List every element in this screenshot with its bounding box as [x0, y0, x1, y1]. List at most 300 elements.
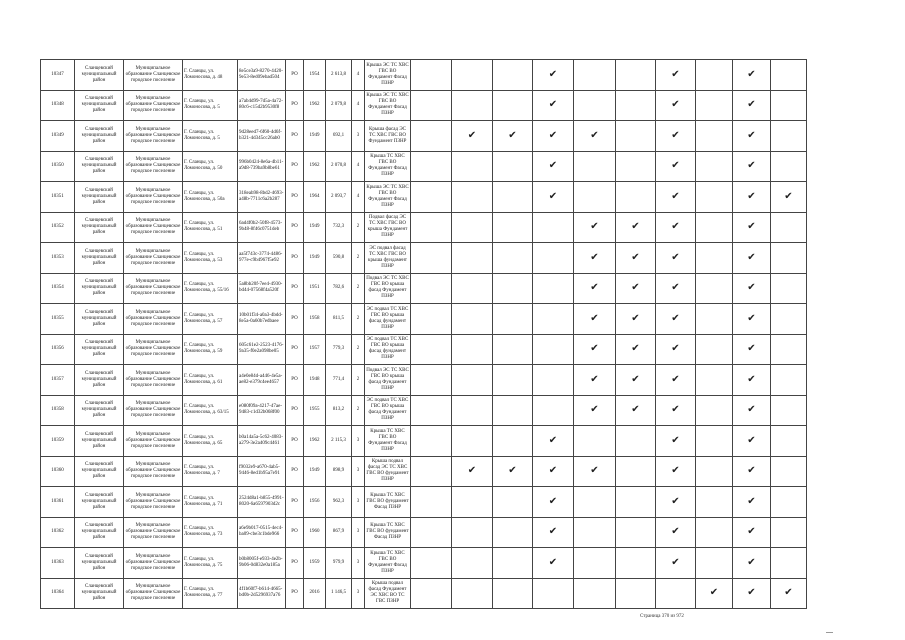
table-row [41, 426, 807, 457]
cell-id: 10354 [41, 273, 75, 304]
checkmark-icon: ✔ [733, 243, 771, 274]
cell-material: РО [286, 334, 304, 365]
cell-district: Сланцевский муниципальный район [75, 487, 124, 518]
empty-check-cell [411, 456, 452, 487]
cell-floors: 2 [352, 334, 365, 365]
checkmark-icon: ✔ [656, 60, 696, 91]
cell-guid: a6e9b017-0515-4ec4-ba09-cbe3c1bde966 [238, 517, 286, 548]
cell-id: 10357 [41, 365, 75, 396]
table-row [41, 90, 807, 121]
empty-check-cell [574, 548, 616, 579]
empty-check-cell [411, 334, 452, 365]
empty-check-cell [656, 578, 696, 609]
housing-register-table [40, 59, 807, 609]
cell-district: Сланцевский муниципальный район [75, 243, 124, 274]
checkmark-icon: ✔ [733, 182, 771, 213]
cell-material: РО [286, 578, 304, 609]
cell-year: 1964 [304, 182, 326, 213]
checkmark-icon: ✔ [616, 243, 656, 274]
empty-check-cell [616, 517, 656, 548]
cell-area: 811,5 [326, 304, 352, 335]
cell-material: РО [286, 243, 304, 274]
empty-check-cell [696, 395, 733, 426]
cell-district: Сланцевский муниципальный район [75, 151, 124, 182]
checkmark-icon: ✔ [533, 121, 574, 152]
empty-check-cell [696, 517, 733, 548]
empty-check-cell [533, 243, 574, 274]
empty-check-cell [574, 426, 616, 457]
cell-year: 1962 [304, 151, 326, 182]
cell-works: Крыша ЭС ТС ХВС ГВС ВО Фундамент Фасад ПЗНР [365, 90, 411, 121]
empty-check-cell [771, 426, 807, 457]
empty-check-cell [452, 578, 493, 609]
cell-year: 1956 [304, 487, 326, 518]
checkmark-icon: ✔ [733, 517, 771, 548]
cell-year: 1958 [304, 304, 326, 335]
checkmark-icon: ✔ [656, 182, 696, 213]
cell-address: Г. Сланцы, ул. Ломоносова, д. 61 [183, 365, 238, 396]
empty-check-cell [452, 365, 493, 396]
cell-area: 771,4 [326, 365, 352, 396]
checkmark-icon: ✔ [771, 182, 807, 213]
empty-check-cell [771, 121, 807, 152]
cell-district: Сланцевский муниципальный район [75, 395, 124, 426]
empty-check-cell [411, 273, 452, 304]
cell-works: Крыша ТС ХВС ГВС ВО Фундамент Фасад ПЗНР [365, 151, 411, 182]
cell-works: Крыша ТС ХВС ГВС ВО фундамент Фасад ПЗНР [365, 517, 411, 548]
table-row [41, 456, 807, 487]
cell-address: Г. Сланцы, ул. Ломоносова, д. 63/15 [183, 395, 238, 426]
checkmark-icon: ✔ [733, 578, 771, 609]
empty-check-cell [452, 212, 493, 243]
cell-address: Г. Сланцы, ул. Ломоносова, д. 5 [183, 90, 238, 121]
cell-district: Сланцевский муниципальный район [75, 273, 124, 304]
checkmark-icon: ✔ [574, 456, 616, 487]
cell-area: 1 146,5 [326, 578, 352, 609]
cell-district: Сланцевский муниципальный район [75, 517, 124, 548]
empty-check-cell [696, 60, 733, 91]
cell-id: 10352 [41, 212, 75, 243]
cell-material: РО [286, 304, 304, 335]
empty-check-cell [771, 365, 807, 396]
cell-guid: a4e0e84d-a446-4e5a-ae82-e379c4ee4657 [238, 365, 286, 396]
empty-check-cell [696, 365, 733, 396]
cell-settlement: Муниципальное образование Сланцевское городское поселение [124, 487, 183, 518]
empty-check-cell [452, 487, 493, 518]
empty-check-cell [574, 517, 616, 548]
cell-district: Сланцевский муниципальный район [75, 121, 124, 152]
cell-guid: a7ab4d99-7d5a-4a72-80c6-c15d2b9530f8 [238, 90, 286, 121]
cell-material: РО [286, 487, 304, 518]
checkmark-icon: ✔ [696, 578, 733, 609]
cell-floors: 2 [352, 243, 365, 274]
empty-check-cell [493, 487, 533, 518]
empty-check-cell [533, 304, 574, 335]
cell-guid: 6ad4f0b2-50f8-4573-9b48-8f46c0751deb [238, 212, 286, 243]
cell-material: РО [286, 395, 304, 426]
empty-check-cell [411, 182, 452, 213]
empty-check-cell [771, 243, 807, 274]
cell-settlement: Муниципальное образование Сланцевское городское поселение [124, 90, 183, 121]
checkmark-icon: ✔ [533, 517, 574, 548]
cell-area: 590,8 [326, 243, 352, 274]
empty-check-cell [616, 121, 656, 152]
empty-check-cell [493, 273, 533, 304]
checkmark-icon: ✔ [656, 456, 696, 487]
checkmark-icon: ✔ [733, 548, 771, 579]
cell-guid: 318eab98-8bd2-4693-a48b-7711c6a2b287 [238, 182, 286, 213]
checkmark-icon: ✔ [733, 395, 771, 426]
checkmark-icon: ✔ [574, 395, 616, 426]
cell-guid: b0a14a5a-5c62-4083-a279-3e2a409c4461 [238, 426, 286, 457]
empty-check-cell [452, 90, 493, 121]
empty-check-cell [574, 151, 616, 182]
cell-address: Г. Сланцы, ул. Ломоносова, д. 57 [183, 304, 238, 335]
empty-check-cell [696, 487, 733, 518]
cell-area: 692,1 [326, 121, 352, 152]
cell-guid: aa5f743c-3774-4486-977e-c9b4967f5e92 [238, 243, 286, 274]
cell-district: Сланцевский муниципальный район [75, 365, 124, 396]
checkmark-icon: ✔ [733, 273, 771, 304]
cell-guid: 4f1b60f7-b614-4665-bd0b-2d5296937a76 [238, 578, 286, 609]
cell-settlement: Муниципальное образование Сланцевское городское поселение [124, 456, 183, 487]
cell-district: Сланцевский муниципальный район [75, 548, 124, 579]
empty-check-cell [616, 182, 656, 213]
empty-check-cell [493, 182, 533, 213]
checkmark-icon: ✔ [656, 121, 696, 152]
cell-floors: 3 [352, 487, 365, 518]
cell-works: ЭС подвал ТС ХВС ГВС ВО крыша фасад фундамент ПЗНР [365, 334, 411, 365]
cell-guid: b0b8005f-e933-4e2b-9b06-0d832e0a185a [238, 548, 286, 579]
cell-settlement: Муниципальное образование Сланцевское городское поселение [124, 426, 183, 457]
cell-district: Сланцевский муниципальный район [75, 60, 124, 91]
checkmark-icon: ✔ [733, 304, 771, 335]
cell-id: 10350 [41, 151, 75, 182]
checkmark-icon: ✔ [733, 121, 771, 152]
checkmark-icon: ✔ [616, 334, 656, 365]
cell-floors: 3 [352, 548, 365, 579]
checkmark-icon: ✔ [452, 121, 493, 152]
empty-check-cell [411, 487, 452, 518]
checkmark-icon: ✔ [616, 273, 656, 304]
empty-check-cell [452, 334, 493, 365]
cell-id: 10358 [41, 395, 75, 426]
cell-id: 10355 [41, 304, 75, 335]
cell-floors: 4 [352, 90, 365, 121]
cell-district: Сланцевский муниципальный район [75, 304, 124, 335]
cell-area: 867,9 [326, 517, 352, 548]
empty-check-cell [493, 334, 533, 365]
cell-works: Крыша подвал фасад Фундамент ЭС ХВС ВО ТС ГВС ПЗНР [365, 578, 411, 609]
checkmark-icon: ✔ [656, 243, 696, 274]
page-footer: Страница 370 из 972 [640, 614, 684, 619]
checkmark-icon: ✔ [574, 212, 616, 243]
checkmark-icon: ✔ [656, 273, 696, 304]
table-row [41, 273, 807, 304]
checkmark-icon: ✔ [574, 365, 616, 396]
cell-settlement: Муниципальное образование Сланцевское городское поселение [124, 334, 183, 365]
checkmark-icon: ✔ [656, 548, 696, 579]
cell-material: РО [286, 60, 304, 91]
cell-address: Г. Сланцы, ул. Ломоносова, д. 7 [183, 456, 238, 487]
checkmark-icon: ✔ [656, 212, 696, 243]
empty-check-cell [452, 60, 493, 91]
cell-year: 1948 [304, 365, 326, 396]
cell-settlement: Муниципальное образование Сланцевское городское поселение [124, 212, 183, 243]
empty-check-cell [493, 578, 533, 609]
cell-year: 1962 [304, 426, 326, 457]
empty-check-cell [411, 212, 452, 243]
empty-check-cell [411, 517, 452, 548]
table-row [41, 121, 807, 152]
empty-check-cell [696, 121, 733, 152]
cell-address: Г. Сланцы, ул. Ломоносова, д. 77 [183, 578, 238, 609]
table-row [41, 182, 807, 213]
checkmark-icon: ✔ [574, 304, 616, 335]
empty-check-cell [411, 151, 452, 182]
empty-check-cell [493, 151, 533, 182]
checkmark-icon: ✔ [733, 212, 771, 243]
checkmark-icon: ✔ [616, 365, 656, 396]
empty-check-cell [411, 426, 452, 457]
empty-check-cell [696, 334, 733, 365]
empty-check-cell [533, 334, 574, 365]
cell-works: Крыша ЭС ТС ХВС ГВС ВО Фундамент Фасад ПЗНР [365, 60, 411, 91]
cell-settlement: Муниципальное образование Сланцевское городское поселение [124, 121, 183, 152]
empty-check-cell [493, 426, 533, 457]
cell-district: Сланцевский муниципальный район [75, 426, 124, 457]
table-row [41, 517, 807, 548]
empty-check-cell [452, 517, 493, 548]
cell-year: 1955 [304, 395, 326, 426]
table-row [41, 395, 807, 426]
empty-check-cell [616, 578, 656, 609]
checkmark-icon: ✔ [574, 334, 616, 365]
checkmark-icon: ✔ [616, 395, 656, 426]
checkmark-icon: ✔ [574, 243, 616, 274]
checkmark-icon: ✔ [656, 487, 696, 518]
cell-year: 1960 [304, 517, 326, 548]
cell-area: 779,3 [326, 334, 352, 365]
empty-check-cell [411, 121, 452, 152]
table-row [41, 243, 807, 274]
cell-address: Г. Сланцы, ул. Ломоносова, д. 73 [183, 517, 238, 548]
checkmark-icon: ✔ [533, 90, 574, 121]
empty-check-cell [493, 395, 533, 426]
empty-check-cell [771, 517, 807, 548]
cell-guid: 5a8bb20f-7ee4-4930-bd44-07568f4a520f [238, 273, 286, 304]
empty-check-cell [771, 60, 807, 91]
cell-material: РО [286, 426, 304, 457]
cell-year: 1949 [304, 121, 326, 152]
cell-floors: 2 [352, 212, 365, 243]
table-row [41, 365, 807, 396]
cell-material: РО [286, 273, 304, 304]
empty-check-cell [771, 90, 807, 121]
cell-floors: 4 [352, 182, 365, 213]
checkmark-icon: ✔ [733, 151, 771, 182]
table-row [41, 487, 807, 518]
table-body [41, 60, 807, 609]
cell-guid: 9d28eed7-6f60-4d6f-b321-4d345cc26ab0 [238, 121, 286, 152]
table-row [41, 578, 807, 609]
cell-id: 10362 [41, 517, 75, 548]
cell-settlement: Муниципальное образование Сланцевское городское поселение [124, 243, 183, 274]
empty-check-cell [411, 304, 452, 335]
empty-check-cell [771, 334, 807, 365]
checkmark-icon: ✔ [616, 304, 656, 335]
checkmark-icon: ✔ [656, 334, 696, 365]
empty-check-cell [771, 548, 807, 579]
checkmark-icon: ✔ [574, 121, 616, 152]
checkmark-icon: ✔ [616, 212, 656, 243]
cell-works: Подвал ЭС ТС ХВС ГВС ВО крыша фасад Фундамент ПЗНР [365, 365, 411, 396]
empty-check-cell [616, 426, 656, 457]
cell-material: РО [286, 548, 304, 579]
cell-guid: 10b01f34-a0a3-4bdd-8e5a-0a60b7edbaee [238, 304, 286, 335]
checkmark-icon: ✔ [656, 426, 696, 457]
empty-check-cell [771, 456, 807, 487]
empty-check-cell [411, 395, 452, 426]
cell-material: РО [286, 212, 304, 243]
checkmark-icon: ✔ [656, 90, 696, 121]
cell-area: 2 613,8 [326, 60, 352, 91]
empty-check-cell [452, 182, 493, 213]
cell-address: Г. Сланцы, ул. Ломоносова, д. 53 [183, 243, 238, 274]
empty-check-cell [452, 243, 493, 274]
empty-check-cell [533, 365, 574, 396]
cell-works: ЭС подвал ТС ХВС ГВС ВО крыша фасад фундамент ПЗНР [365, 304, 411, 335]
cell-area: 782,6 [326, 273, 352, 304]
empty-check-cell [696, 273, 733, 304]
cell-floors: 4 [352, 151, 365, 182]
empty-check-cell [493, 60, 533, 91]
checkmark-icon: ✔ [656, 517, 696, 548]
empty-check-cell [771, 304, 807, 335]
empty-check-cell [696, 548, 733, 579]
empty-check-cell [696, 456, 733, 487]
empty-check-cell [696, 90, 733, 121]
empty-check-cell [616, 548, 656, 579]
empty-check-cell [574, 487, 616, 518]
cell-floors: 3 [352, 121, 365, 152]
empty-check-cell [616, 151, 656, 182]
empty-check-cell [493, 243, 533, 274]
cell-address: Г. Сланцы, ул. Ломоносова, д. 71 [183, 487, 238, 518]
empty-check-cell [452, 395, 493, 426]
cell-works: Крыша фасад ЭС ТС ХВС ГВС ВО Фундамент ПЗНР [365, 121, 411, 152]
empty-check-cell [411, 60, 452, 91]
table-row [41, 212, 807, 243]
cell-year: 1962 [304, 90, 326, 121]
cell-material: РО [286, 517, 304, 548]
cell-area: 979,9 [326, 548, 352, 579]
cell-settlement: Муниципальное образование Сланцевское городское поселение [124, 548, 183, 579]
checkmark-icon: ✔ [733, 60, 771, 91]
checkmark-icon: ✔ [733, 90, 771, 121]
cell-floors: 3 [352, 456, 365, 487]
empty-check-cell [452, 548, 493, 579]
empty-check-cell [493, 304, 533, 335]
empty-check-cell [574, 578, 616, 609]
empty-check-cell [452, 273, 493, 304]
cell-year: 1949 [304, 243, 326, 274]
empty-check-cell [771, 395, 807, 426]
empty-check-cell [533, 273, 574, 304]
cell-address: Г. Сланцы, ул. Ломоносова, д. 75 [183, 548, 238, 579]
cell-area: 2 093,7 [326, 182, 352, 213]
cell-guid: f9032e9-a670-4ab5-9446-8ed1b95a7e91 [238, 456, 286, 487]
cell-guid: 8e5ce3a9-8270-4420-9e53-8ed09ebad504 [238, 60, 286, 91]
cell-year: 1957 [304, 334, 326, 365]
cell-district: Сланцевский муниципальный район [75, 334, 124, 365]
cell-address: Г. Сланцы, ул. Ломоносова, д. 50а [183, 182, 238, 213]
cell-floors: 3 [352, 426, 365, 457]
checkmark-icon: ✔ [733, 487, 771, 518]
cell-settlement: Муниципальное образование Сланцевское городское поселение [124, 273, 183, 304]
empty-check-cell [696, 304, 733, 335]
cell-works: Крыша ТС ХВС ГВС ВО Фундамент Фасад ПЗНР [365, 426, 411, 457]
cell-year: 1949 [304, 212, 326, 243]
empty-check-cell [574, 90, 616, 121]
cell-area: 813,2 [326, 395, 352, 426]
cell-district: Сланцевский муниципальный район [75, 90, 124, 121]
checkmark-icon: ✔ [533, 456, 574, 487]
cell-id: 10359 [41, 426, 75, 457]
cell-material: РО [286, 365, 304, 396]
empty-check-cell [533, 578, 574, 609]
cell-settlement: Муниципальное образование Сланцевское городское поселение [124, 60, 183, 91]
empty-check-cell [616, 60, 656, 91]
cell-guid: 2524d8a1-b855-4991-8020-6a6597903d2c [238, 487, 286, 518]
checkmark-icon: ✔ [771, 578, 807, 609]
cell-settlement: Муниципальное образование Сланцевское городское поселение [124, 151, 183, 182]
cell-material: РО [286, 456, 304, 487]
cell-settlement: Муниципальное образование Сланцевское городское поселение [124, 304, 183, 335]
empty-check-cell [452, 304, 493, 335]
cell-district: Сланцевский муниципальный район [75, 182, 124, 213]
empty-check-cell [616, 487, 656, 518]
checkmark-icon: ✔ [733, 334, 771, 365]
cell-year: 2016 [304, 578, 326, 609]
cell-address: Г. Сланцы, ул. Ломоносова, д. 55/16 [183, 273, 238, 304]
table-row [41, 304, 807, 335]
empty-check-cell [696, 243, 733, 274]
cell-id: 10361 [41, 487, 75, 518]
empty-check-cell [574, 60, 616, 91]
checkmark-icon: ✔ [533, 487, 574, 518]
cell-area: 962,3 [326, 487, 352, 518]
empty-check-cell [771, 151, 807, 182]
cell-id: 10351 [41, 182, 75, 213]
cell-settlement: Муниципальное образование Сланцевское городское поселение [124, 365, 183, 396]
cell-district: Сланцевский муниципальный район [75, 212, 124, 243]
cell-works: Крыша подвал фасад ЭС ТС ХВС ГВС ВО фундамент ПЗНР [365, 456, 411, 487]
cell-id: 10360 [41, 456, 75, 487]
cell-floors: 2 [352, 395, 365, 426]
cell-address: Г. Сланцы, ул. Ломоносова, д. 59 [183, 334, 238, 365]
cell-area: 732,3 [326, 212, 352, 243]
checkmark-icon: ✔ [533, 426, 574, 457]
empty-check-cell [771, 273, 807, 304]
empty-check-cell [696, 151, 733, 182]
cell-id: 10348 [41, 90, 75, 121]
empty-check-cell [771, 212, 807, 243]
checkmark-icon: ✔ [493, 121, 533, 152]
cell-floors: 4 [352, 60, 365, 91]
cell-id: 10356 [41, 334, 75, 365]
cell-guid: 996b0424-8e6a-4b11-a9d8-739ba9b8be61 [238, 151, 286, 182]
